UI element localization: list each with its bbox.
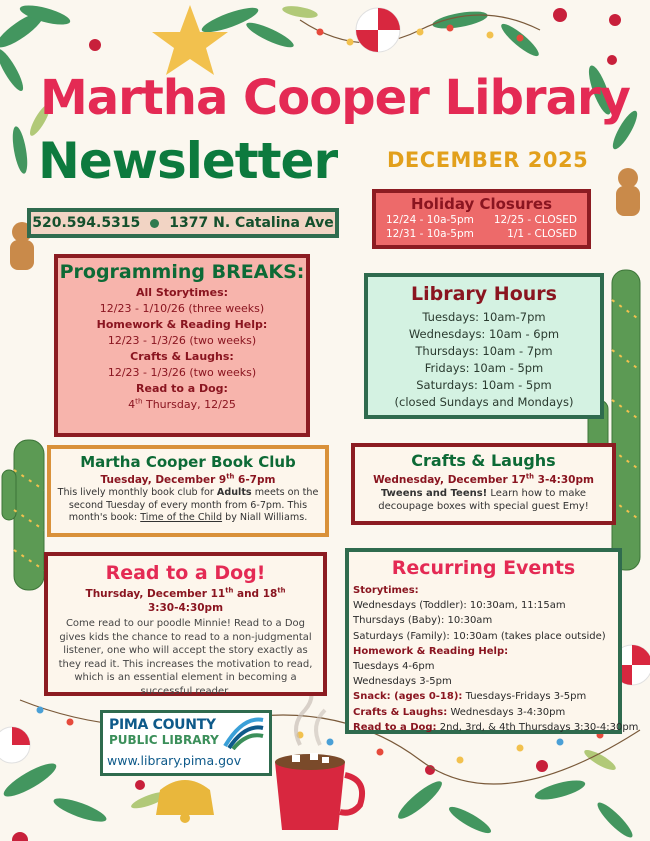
- break-value: 12/23 - 1/3/26 (two weeks): [107, 366, 257, 379]
- title-line-1: Martha Cooper Library: [40, 70, 630, 126]
- dog-line: [349, 720, 639, 735]
- break-value-num: 4: [128, 398, 136, 411]
- dog-date-sup-1: th: [225, 586, 234, 595]
- break-value: [58, 397, 306, 413]
- hours-line: Thursdays: 10am - 7pm: [415, 344, 553, 358]
- crafts-description: [355, 487, 612, 513]
- title-line-2: Newsletter: [38, 132, 338, 190]
- dog-label: Read to a Dog:: [353, 721, 437, 733]
- library-swoosh-icon: [223, 716, 265, 750]
- crafts-label: Crafts & Laughs:: [353, 706, 448, 718]
- separator-dot-icon: [150, 219, 159, 228]
- closure-row: [376, 213, 587, 227]
- snack-times: Tuesdays-Fridays 3-5pm: [462, 691, 587, 703]
- event-line: Tuesdays 4-6pm: [353, 661, 435, 673]
- dog-date-1: Thursday, December 11: [85, 588, 226, 600]
- snack-line: [349, 689, 618, 704]
- peppermint-icon: [356, 8, 400, 52]
- month-heading: DECEMBER 2025: [387, 148, 589, 172]
- crafts-date-text: Wednesday, December 17: [373, 474, 526, 486]
- closure-left: 12/24 - 10a-5pm: [386, 214, 474, 226]
- book-club-box: [47, 445, 329, 537]
- book-title: Time of the Child: [140, 512, 223, 523]
- hours-line: Fridays: 10am - 5pm: [424, 361, 544, 375]
- hours-title: Library Hours: [411, 283, 557, 305]
- breaks-title: Programming BREAKS:: [59, 261, 305, 283]
- book-club-description: [51, 487, 325, 525]
- recurring-title: Recurring Events: [391, 557, 576, 579]
- book-club-date: [51, 473, 325, 487]
- snack-label: Snack: (ages 0-18):: [353, 691, 463, 703]
- pima-library-logo: [100, 710, 272, 776]
- book-club-desc-mid: meets on the second Tuesday of every month from 6-7pm. This month's book:: [68, 487, 319, 523]
- crafts-line: [349, 705, 618, 720]
- book-club-title: Martha Cooper Book Club: [80, 453, 296, 471]
- break-label: All Storytimes:: [135, 286, 229, 299]
- dog-dates: [48, 587, 323, 601]
- crafts-date: [355, 473, 612, 487]
- event-line: Wednesdays (Toddler): 10:30am, 11:15am: [353, 600, 566, 612]
- book-club-desc-pre: This lively monthly book club for: [57, 487, 217, 498]
- book-club-date-text: Tuesday, December 9: [100, 474, 227, 486]
- crafts-audience: Tweens and Teens!: [380, 488, 488, 499]
- closure-right: 1/1 - CLOSED: [507, 228, 577, 240]
- closure-left: 12/31 - 10a-5pm: [386, 228, 474, 240]
- read-to-dog-box: [44, 552, 327, 696]
- library-hours-box: [364, 273, 604, 419]
- hours-line: Saturdays: 10am - 5pm: [416, 378, 552, 392]
- break-value: 12/23 - 1/10/26 (three weeks): [99, 302, 265, 315]
- dog-date-2: and 18: [233, 588, 278, 600]
- holiday-closures-box: [372, 189, 591, 249]
- event-line: Thursdays (Baby): 10:30am: [353, 615, 493, 627]
- storytimes-label-text: Storytimes:: [353, 585, 419, 596]
- event-line: Wednesdays 3-5pm: [353, 676, 452, 688]
- closure-row: [376, 227, 587, 241]
- hours-line: Wednesdays: 10am - 6pm: [408, 327, 560, 341]
- break-label: Read to a Dog:: [136, 382, 228, 395]
- homework-label-text: Homework & Reading Help:: [353, 645, 509, 657]
- crafts-time: 3-4:30pm: [534, 474, 594, 486]
- dog-time: 3:30-4:30pm: [147, 602, 224, 614]
- book-club-audience: Adults: [216, 487, 252, 498]
- address: 1377 N. Catalina Ave: [169, 215, 334, 231]
- library-website-link[interactable]: www.library.pima.gov: [107, 753, 242, 768]
- hours-line: Tuesdays: 10am-7pm: [422, 310, 546, 324]
- crafts-date-sup: th: [525, 472, 535, 481]
- logo-line-1: PIMA COUNTY: [109, 717, 216, 733]
- crafts-title: Crafts & Laughs: [411, 451, 556, 470]
- break-value: 12/23 - 1/3/26 (two weeks): [107, 334, 257, 347]
- break-label: Homework & Reading Help:: [96, 318, 268, 331]
- book-author: by Niall Williams.: [222, 512, 308, 523]
- dog-description: Come read to our poodle Minnie! Read to a Dog gives kids the chance to read to a non-judgmental listener, one who will accept the story exactly as they read it. This increases the motivation to read, which is an essential element in becoming a successful reader.: [58, 618, 313, 697]
- logo-line-2: PUBLIC LIBRARY: [109, 733, 219, 747]
- dog-times: 2nd, 3rd, & 4th Thursdays 3:30-4:30pm: [436, 721, 639, 733]
- crafts-laughs-box: [351, 443, 616, 525]
- break-value-sup: th: [135, 396, 143, 406]
- closures-title: Holiday Closures: [410, 195, 553, 213]
- crafts-times: Wednesdays 3-4:30pm: [447, 706, 566, 718]
- closure-right: 12/25 - CLOSED: [493, 214, 577, 226]
- crafts-desc-text: Learn how to make decoupage boxes with special guest Emy!: [378, 488, 589, 512]
- event-line: Saturdays (Family): 10:30am (takes place outside): [353, 630, 606, 642]
- programming-breaks-box: [54, 254, 310, 437]
- dog-date-sup-2: th: [277, 586, 286, 595]
- dog-title: Read to a Dog!: [105, 562, 266, 584]
- break-label: Crafts & Laughs:: [130, 350, 234, 363]
- book-club-time: 6-7pm: [234, 474, 276, 486]
- hours-line: (closed Sundays and Mondays): [394, 395, 574, 409]
- storytimes-label: [349, 583, 618, 598]
- recurring-events-box: [345, 548, 639, 734]
- book-club-date-sup: th: [226, 472, 235, 481]
- homework-label: [349, 644, 618, 659]
- break-value-rest: Thursday, 12/25: [142, 398, 236, 411]
- phone-number[interactable]: 520.594.5315: [32, 215, 141, 231]
- contact-bar: [27, 208, 339, 238]
